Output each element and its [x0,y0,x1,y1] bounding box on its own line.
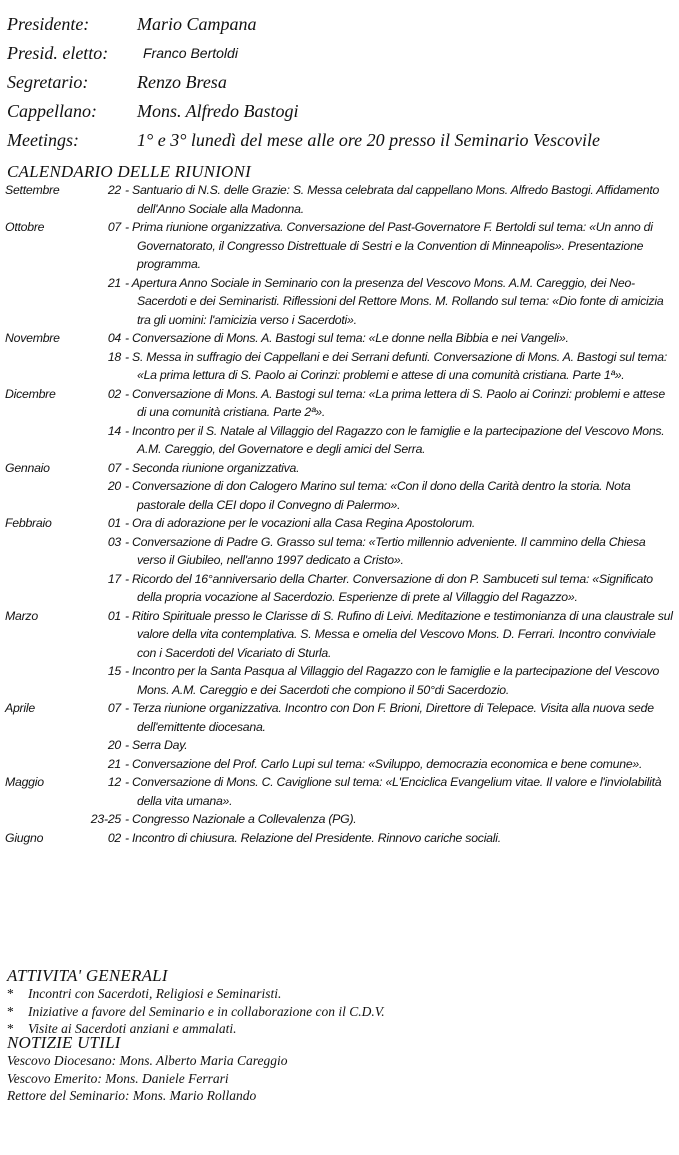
entry-text: - Ora di adorazione per le vocazioni alla Casa Regina Apostolorum. [125,514,673,533]
calendar-entry [5,348,673,385]
entry-month: Gennaio [5,460,50,475]
calendar-entry [5,662,673,699]
officer-row-president-elect [7,39,672,68]
attivita-heading: ATTIVITA' GENERALI [7,966,168,985]
calendar-entry [5,607,673,663]
entry-day: 20 [107,479,121,493]
entry-text: - Seconda riunione organizzativa. [125,459,673,478]
entry-month: Marzo [5,608,38,623]
calendar-entry [5,329,673,348]
officer-row-meetings [7,126,672,155]
officer-role: Presidente: [7,14,90,34]
calendar-entry [5,459,673,478]
calendar-entry [5,699,673,736]
entry-text: - Terza riunione organizzativa. Incontro con Don F. Brioni, Direttore di Telepace. Visita alla nuova sede dell'emittente diocesana. [125,699,673,736]
calendar-entry [5,736,673,755]
list-item-text: Incontri con Sacerdoti, Religiosi e Seminaristi. [28,986,282,1001]
officer-row-secretary [7,68,672,97]
entry-day: 14 [107,423,121,438]
entry-day: 01 [107,608,121,623]
list-item: Vescovo Diocesano: Mons. Alberto Maria Careggio [7,1053,288,1068]
entry-text: - Conversazione di Padre G. Grasso sul tema: «Tertio millennio adveniente. Il cammino della Chiesa verso il Giubileo, nell'anno 1997 dedicato a Cristo». [125,533,673,570]
entry-text: - Ricordo del 16°anniversario della Charter. Conversazione di don P. Sambuceti sul tema: «Significato della propria vocazione al Sacerdozio. Esperienze di prete al Villaggio del Ragazzo». [125,570,673,607]
entry-text: - Conversazione di Mons. C. Caviglione sul tema: «L'Enciclica Evangelium vitae. Il valore e l'inviolabilità della vita umana». [125,773,673,810]
calendar-entry [5,422,673,459]
officer-name: Mario Campana [137,14,257,34]
calendar-entry [5,533,673,570]
list-item: Rettore del Seminario: Mons. Mario Rollando [7,1088,257,1103]
entry-day: 01 [107,516,121,530]
calendar-entry [5,810,673,829]
entry-month: Febbraio [5,516,52,530]
entry-day: 17 [107,571,121,586]
officer-row-president [7,10,672,39]
entry-day: 07 [107,701,121,715]
notizie-list [7,1052,287,1105]
entry-day: 12 [107,775,121,789]
entry-day: 18 [107,349,121,364]
entry-text: - Serra Day. [125,736,673,755]
calendar-entry [5,829,673,848]
bullet-star: * [7,1021,14,1036]
entry-day: 02 [107,830,121,845]
entry-day: 23-25 [90,812,121,826]
calendar-entry [5,385,673,422]
calendar-heading: CALENDARIO DELLE RIUNIONI [7,162,251,181]
entry-day: 07 [107,460,121,475]
calendar-entry [5,570,673,607]
entry-day: 02 [107,386,121,401]
calendar-entry [5,181,673,218]
list-item: Vescovo Emerito: Mons. Daniele Ferrari [7,1070,229,1086]
entry-text: - Conversazione di don Calogero Marino sul tema: «Con il dono della Carità dentro la storia. Nota pastorale della CEI dopo il Convegno di Palermo». [125,477,673,514]
entry-text: - Conversazione del Prof. Carlo Lupi sul tema: «Sviluppo, democrazia economica e bene comune». [125,755,673,774]
entry-month: Dicembre [5,386,56,401]
entry-day: 07 [107,220,121,234]
entry-day: 21 [107,275,121,290]
list-item-text: Visite ai Sacerdoti anziani e ammalati. [28,1021,237,1036]
officer-name: Renzo Bresa [137,72,227,92]
bullet-star: * [7,986,14,1001]
entry-month: Aprile [5,701,35,715]
calendar-entry [5,274,673,330]
calendar-entry [5,218,673,274]
bullet-star: * [7,1003,14,1019]
calendar-entry [5,514,673,533]
entry-day: 22 [107,183,121,197]
list-item [7,985,385,1003]
entry-month: Giugno [5,830,44,845]
entry-day: 20 [107,738,121,752]
entry-text: - Apertura Anno Sociale in Seminario con la presenza del Vescovo Mons. A.M. Careggio, dei Neo-Sacerdoti e dei Seminaristi. Riflessioni del Rettore Mons. M. Rollando sul tema: «Dio fonte di amicizia tra gli uomini: l'amicizia verso i Sacerdoti». [125,274,673,330]
entry-text: - Santuario di N.S. delle Grazie: S. Messa celebrata dal cappellano Mons. Alfredo Bastogi. Affidamento dell'Anno Sociale alla Madonna. [125,181,673,218]
list-item-text: Iniziative a favore del Seminario e in collaborazione con il C.D.V. [28,1003,385,1019]
entry-month: Novembre [5,331,60,345]
officer-role: Meetings: [7,130,79,150]
calendar-entry [5,773,673,810]
entry-text: - Conversazione di Mons. A. Bastogi sul tema: «La prima lettera di S. Paolo ai Corinzi: problemi e attese di una comunità cristiana. Parte 2ª». [125,385,673,422]
entry-text: - Incontro per la Santa Pasqua al Villaggio del Ragazzo con le famiglie e la partecipazione del Vescovo Mons. A.M. Careggio e dei Sacerdoti che compiono il 50°di Sacerdozio. [125,662,673,699]
list-item [7,1003,385,1021]
entry-day: 04 [107,331,121,345]
entry-month: Maggio [5,775,44,789]
officer-role: Segretario: [7,72,89,92]
entry-month: Settembre [5,183,60,197]
entry-day: 03 [107,534,121,549]
entry-text: - S. Messa in suffragio dei Cappellani e dei Serrani defunti. Conversazione di Mons. A. Bastogi sul tema: «La prima lettura di S. Paolo ai Corinzi: problemi e attese di una comunità cristiana. Parte 1ª». [125,348,673,385]
officer-name: 1° e 3° lunedì del mese alle ore 20 presso il Seminario Vescovile [137,130,600,150]
officer-name: Franco Bertoldi [143,45,238,61]
entry-text: - Congresso Nazionale a Collevalenza (PG). [125,810,673,829]
officer-name: Mons. Alfredo Bastogi [137,101,299,121]
entry-text: - Incontro di chiusura. Relazione del Presidente. Rinnovo cariche sociali. [125,829,673,848]
officer-role: Presid. eletto: [7,43,109,63]
entry-month: Ottobre [5,220,45,234]
officer-role: Cappellano: [7,101,97,121]
notizie-heading: NOTIZIE UTILI [7,1033,121,1052]
entry-text: - Prima riunione organizzativa. Conversazione del Past-Governatore F. Bertoldi sul tema: «Un anno di Governatorato, il Congresso Distrettuale di Sestri e la Convention di Minneapolis». Presentazione programma. [125,218,673,274]
entry-text: - Incontro per il S. Natale al Villaggio del Ragazzo con le famiglie e la partecipazione del Vescovo Mons. A.M. Careggio, del Governatore e degli amici del Serra. [125,422,673,459]
entry-text: - Ritiro Spirituale presso le Clarisse di S. Rufino di Leivi. Meditazione e testimonianza di una claustrale sul valore della vita contemplativa. S. Messa e omelia del Vescovo Mons. D. Ferrari. Incontro conviviale con i Sacerdoti del Vicariato di Sturla. [125,607,673,663]
calendar-list [5,181,673,847]
entry-day: 15 [107,664,121,678]
calendar-entry [5,755,673,774]
calendar-entry [5,477,673,514]
officers-block [7,10,672,155]
entry-text: - Conversazione di Mons. A. Bastogi sul tema: «Le donne nella Bibbia e nei Vangeli». [125,329,673,348]
entry-day: 21 [107,756,121,771]
officer-row-chaplain [7,97,672,126]
attivita-list [7,985,385,1038]
